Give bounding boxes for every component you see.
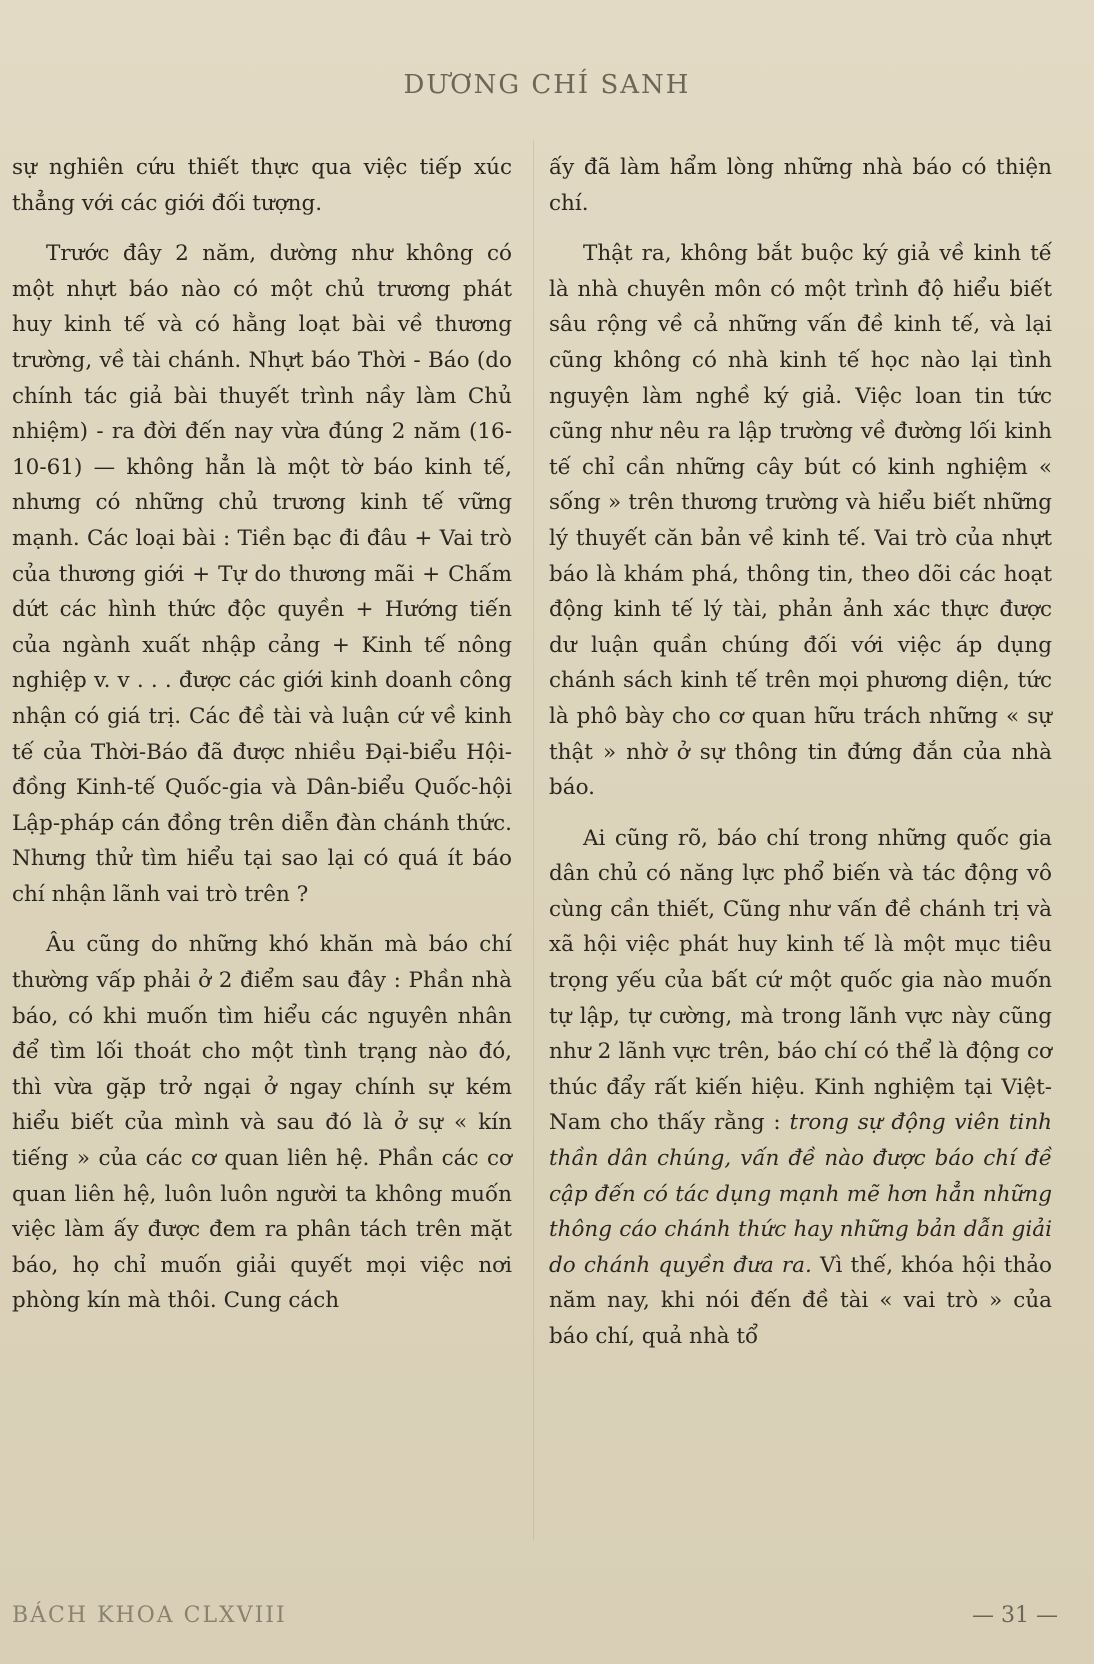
right-paragraph-3-tail: Vì thế, khóa hội thảo năm nay, khi nói đến đề tài « vai trò » của báo chí, quả nhà tổ: [549, 1252, 1052, 1349]
right-paragraph-3: [549, 821, 1052, 1355]
right-paragraph-2: Thật ra, không bắt buộc ký giả về kinh tế là nhà chuyên môn có một trình độ hiểu biết sâu rộng về cả những vấn đề kinh tế, và lại cũng không có nhà kinh tế học nào lại tình nguyện làm nghề ký giả. Việc loan tin tức cũng như nêu ra lập trường về đường lối kinh tế chỉ cần những cây bút có kinh nghiệm « sống » trên thương trường và hiểu biết những lý thuyết căn bản về kinh tế. Vai trò của nhựt báo là khám phá, thông tin, theo dõi các hoạt động kinh tế lý tài, phản ảnh xác thực được dư luận quần chúng đối với việc áp dụng chánh sách kinh tế trên mọi phương diện, tức là phô bày cho cơ quan hữu trách những « sự thật » nhờ ở sự thông tin đứng đắn của nhà báo.: [549, 241, 1052, 801]
left-paragraph-3: Âu cũng do những khó khăn mà báo chí thường vấp phải ở 2 điểm sau đây : Phần nhà báo, có khi muốn tìm hiểu các nguyên nhân để tìm lối thoát cho một tình trạng nào đó, thì vừa gặp trở ngại ở ngay chính sự kém hiểu biết của mình và sau đó là ở sự « kín tiếng » của các cơ quan liên hệ. Phần các cơ quan liên hệ, luôn luôn người ta không muốn việc làm ấy được đem ra phân tách trên mặt báo, họ chỉ muốn giải quyết mọi việc nơi phòng kín mà thôi. Cung cách: [12, 932, 512, 1314]
running-header: DƯƠNG CHÍ SANH: [403, 70, 691, 100]
right-paragraph-3-italic-quote: trong sự động viên tinh thần dân chúng, vấn đề nào được báo chí đề cập đến có tác dụng mạnh mẽ hơn hẳn những thông cáo chánh thức hay những bản dẫn giải do chánh quyền đưa ra.: [549, 1110, 1053, 1278]
right-paragraph-1: ấy đã làm hẩm lòng những nhà báo có thiện chí.: [549, 155, 1052, 216]
left-column: [12, 150, 512, 1319]
page-number: — 31 —: [972, 1603, 1058, 1628]
publication-footer: BÁCH KHOA CLXVIII: [12, 1603, 287, 1628]
column-divider: [533, 140, 534, 1540]
left-paragraph-2: Trước đây 2 năm, dường như không có một nhựt báo nào có một chủ trương phát huy kinh tế và có hằng loạt bài về thương trường, về tài chánh. Nhựt báo Thời - Báo (do chính tác giả bài thuyết trình nầy làm Chủ nhiệm) - ra đời đến nay vừa đúng 2 năm (16-10-61) — không hẳn là một tờ báo kinh tế, nhưng có những chủ trương kinh tế vững mạnh. Các loại bài : Tiền bạc đi đâu + Vai trò của thương giới + Tự do thương mãi + Chấm dứt các hình thức độc quyền + Hướng tiến của ngành xuất nhập cảng + Kinh tế nông nghiệp v. v . . . được các giới kinh doanh công nhận có giá trị. Các đề tài và luận cứ về kinh tế của Thời-Báo đã được nhiều Đại-biểu Hội-đồng Kinh-tế Quốc-gia và Dân-biểu Quốc-hội Lập-pháp cán đồng trên diễn đàn chánh thức. Nhưng thử tìm hiểu tại sao lại có quá ít báo chí nhận lãnh vai trò trên ?: [12, 241, 512, 907]
right-column: [549, 150, 1052, 1355]
left-paragraph-1: sự nghiên cứu thiết thực qua việc tiếp xúc thẳng với các giới đối tượng.: [12, 155, 512, 216]
right-paragraph-3-text: Ai cũng rõ, báo chí trong những quốc gia dân chủ có năng lực phổ biến và tác động vô cùng cần thiết, Cũng như vấn đề chánh trị và xã hội việc phát huy kinh tế là một mục tiêu trọng yếu của bất cứ một quốc gia nào muốn tự lập, tự cường, mà trong lãnh vực này cũng như 2 lãnh vực trên, báo chí có thể là động cơ thúc đẩy rất kiến hiệu. Kinh nghiệm tại Việt-Nam cho thấy rằng :: [549, 825, 1052, 1136]
